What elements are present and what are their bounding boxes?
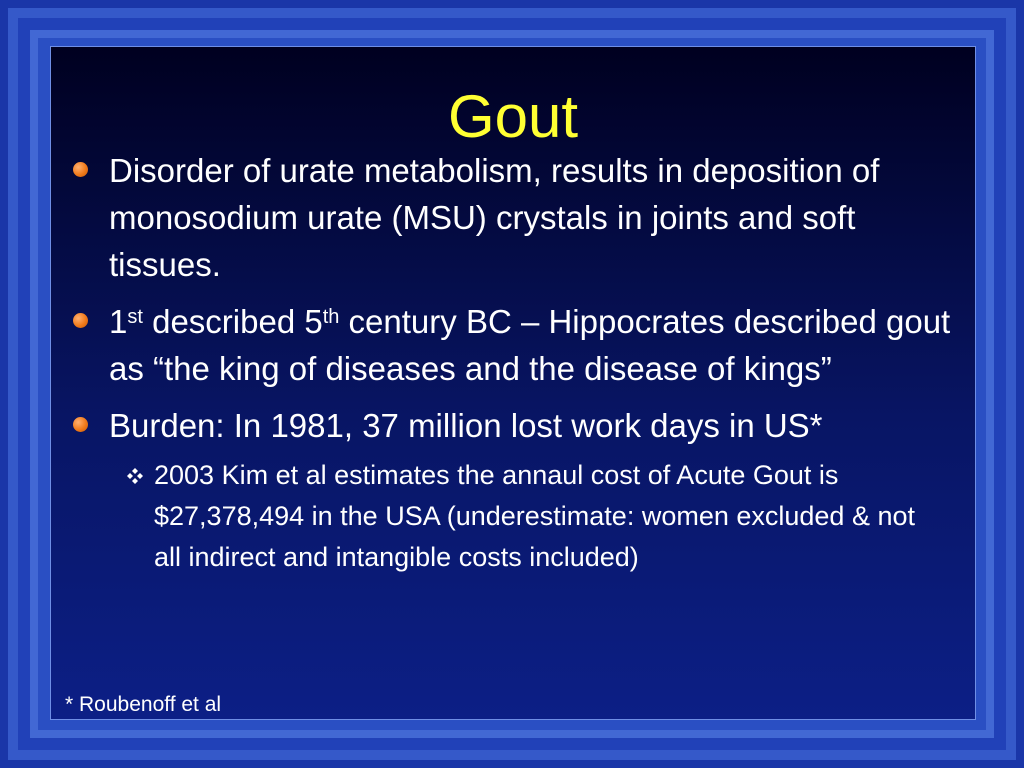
bullet-item-history [51,298,977,392]
footnote: * Roubenoff et al [65,693,222,716]
slide-title: Gout [447,83,579,150]
four-diamond-bullet-icon [127,468,143,484]
superscript-th: th [322,306,340,328]
orange-circle-bullet-icon [73,162,88,177]
bullet-text-part2: described 5 [142,303,323,340]
bullet-text-part3: century BC – Hippocrates described gout as “the king of diseases and the disease of kings” [109,303,951,387]
bullet-text-part1: 1 [109,303,128,340]
bullet-list [51,147,977,578]
bullet-text: Burden: In 1981, 37 million lost work days in US* [109,407,823,444]
bullet-item-burden [51,402,977,449]
orange-circle-bullet-icon [73,313,88,328]
sub-bullet-text: 2003 Kim et al estimates the annaul cost of Acute Gout is $27,378,494 in the USA (underestimate: women excluded & not all indirect and intangible costs included) [154,460,915,572]
orange-circle-bullet-icon [73,417,88,432]
bullet-text: Disorder of urate metabolism, results in deposition of monosodium urate (MSU) crystals in joints and soft tissues. [109,152,880,283]
superscript-st: st [127,306,143,328]
content-panel [50,46,976,720]
sub-bullet-item-cost [51,455,977,578]
bullet-item-definition [51,147,977,288]
